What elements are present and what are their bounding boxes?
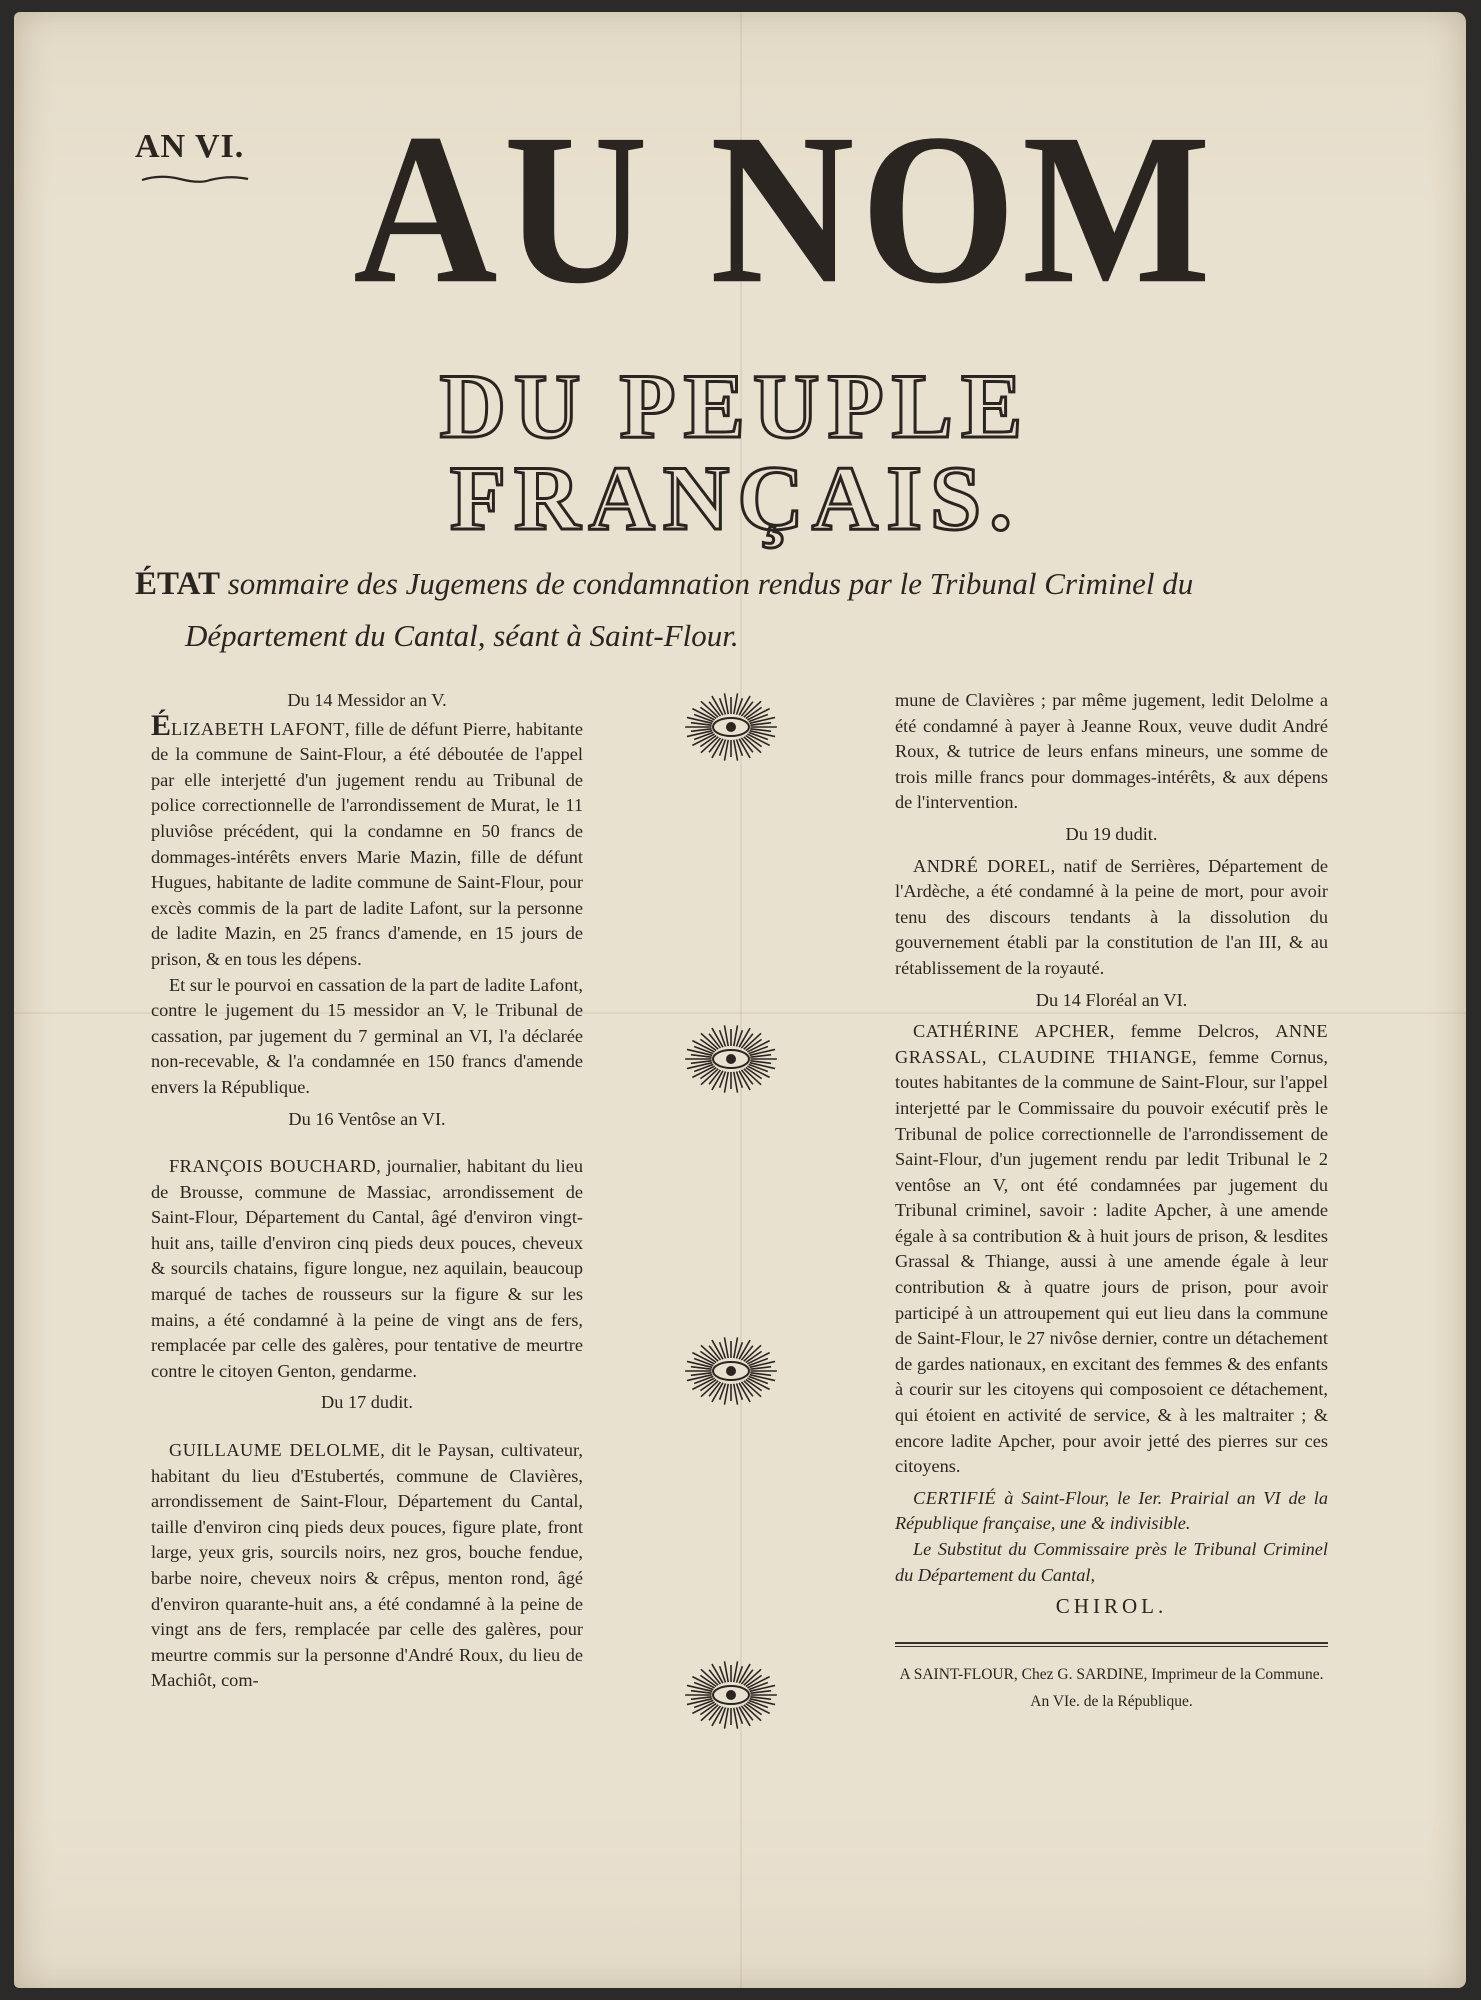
swash-ornament-icon bbox=[140, 172, 250, 186]
divider bbox=[895, 1646, 1328, 1647]
left-column bbox=[151, 688, 583, 1694]
judgment-lafont bbox=[151, 708, 583, 973]
defendant-name: ANNE GRASSAL bbox=[895, 1021, 1328, 1067]
judgment-text: , femme Cornus, toutes habitantes de la commune de Saint-Flour, sur l'appel interjetté par le Commissaire du pouvoir exécutif près le Tribunal de police correctionnelle de l'arrondissement de Saint-Flour, d'un jugement rendu par ledit Tribunal le 2 ventôse an V, ont été condamnées par jugement du Tribunal criminel, savoir : ladite Apcher, à une amende égale à sa contribution & à huit jours de prison, & lesdites Grassal & Thiange, aussi à une amende égale à leur contribution & à quatre jours de prison, pour avoir participé à un attroupement qui eut lieu dans la commune de Saint-Flour, le 27 nivôse dernier, contre un détachement de gardes nationaux, en excitant des femmes & des enfants à courir sur les citoyens qui composoient ce détachement, qui étoient en activité de service, & à les maltraiter ; & encore ladite Apcher, pour avoir jetté des pierres sur ces citoyens. bbox=[895, 1046, 1328, 1477]
judgment-date: Du 19 dudit. bbox=[1065, 823, 1158, 844]
title-au-nom: AU NOM bbox=[353, 90, 1217, 329]
substitut-line: Le Substitut du Commissaire près le Tribunal Criminel du Département du Cantal, bbox=[895, 1539, 1328, 1585]
divider bbox=[895, 1642, 1328, 1644]
judgment-cassation: Et sur le pourvoi en cassation de la part de ladite Lafont, contre le jugement du 15 messidor an V, le Tribunal de cassation, par jugement du 7 germinal an VI, l'a déclarée non-recevable, & l'a condamnée en 150 francs d'amende envers la République. bbox=[151, 974, 583, 1097]
defendant-name: LIZABETH LAFONT bbox=[171, 718, 345, 739]
title-du-peuple-francais: DU PEUPLE FRANÇAIS. bbox=[439, 355, 1031, 549]
defendant-name: CATHÉRINE APCHER bbox=[913, 1021, 1110, 1042]
drop-cap: É bbox=[151, 708, 172, 742]
signature: CHIROL. bbox=[1055, 1594, 1168, 1619]
right-column bbox=[895, 688, 1328, 1715]
radiant-eye-icon bbox=[683, 692, 779, 762]
defendant-name: CLAUDINE THIANGE bbox=[998, 1046, 1192, 1067]
printer-imprint: A SAINT-FLOUR, Chez G. SARDINE, Imprimeur de la Commune. An VIe. de la République. bbox=[899, 1665, 1324, 1710]
judgment-text: , journalier, habitant du lieu de Brousse, commune de Massiac, arrondissement de Saint-Flour, Département du Cantal, âgé d'environ vingt-huit ans, taille d'environ cinq pieds deux pouces, cheveux & sourcils chatains, figure longue, nez aquilain, beaucoup marqué de taches de rousseurs sur la figure & sur les mains, a été condamné à la peine de vingt ans de fers, remplacée par celle des galères, pour tentative de meurtre contre le citoyen Genton, gendarme. bbox=[151, 1156, 583, 1381]
judgment-date: Du 14 Messidor an V. bbox=[287, 690, 447, 710]
document-subheading bbox=[135, 558, 1350, 662]
judgment-delolme bbox=[151, 1438, 583, 1694]
judgment-text: , dit le Paysan, cultivateur, habitant du lieu d'Estubertés, commune de Clavières, arrondissement de Saint-Flour, Département du Cantal, taille d'environ cinq pieds deux pouces, figure plate, front large, yeux gris, sourcils noirs, nez gros, bouche fendue, barbe noire, cheveux noirs & crêpus, menton rond, âgé d'environ quarante-huit ans, a été condamné à la peine de vingt ans de fers, remplacée par celle des galères, pour meurtre commis sur la personne d'André Roux, du lieu de Machiôt, com- bbox=[151, 1440, 583, 1691]
judgment-text: , fille de défunt Pierre, habitante de la commune de Saint-Flour, a été déboutée de l'appel par elle interjetté d'un jugement rendu au Tribunal de police correctionnelle de l'arrondissement de Murat, le 11 pluviôse précédent, qui la condamne en 50 francs de dommages-intérêts envers Marie Mazin, fille de défunt Hugues, habitante de ladite commune de Saint-Flour, pour excès commis de la part de ladite Lafont, sur la personne de ladite Mazin, en 25 francs d'amende, en 15 jours de prison, & en tous les dépens. bbox=[151, 718, 583, 969]
judgment-text: , femme Delcros, bbox=[1109, 1021, 1276, 1042]
subheading-line2: Département du Cantal, séant à Saint-Flour. bbox=[185, 618, 739, 653]
defendant-name: FRANÇOIS BOUCHARD bbox=[169, 1156, 377, 1177]
subheading-line1: sommaire des Jugemens de condamnation rendus par le Tribunal Criminel du bbox=[219, 566, 1194, 601]
radiant-eye-icon bbox=[683, 1336, 779, 1406]
certification-caps: CERTIFIÉ bbox=[913, 1487, 997, 1508]
judgment-text: , bbox=[981, 1046, 999, 1067]
judgment-apcher-grassal-thiange bbox=[895, 1019, 1328, 1480]
judgment-bouchard bbox=[151, 1154, 583, 1384]
radiant-eye-icon bbox=[683, 1660, 779, 1730]
defendant-name: ANDRÉ DOREL bbox=[913, 855, 1051, 876]
certification-text: à Saint-Flour, le Ier. Prairial an VI de la République française, une & indivisible. bbox=[895, 1487, 1328, 1534]
judgment-date: Du 14 Floréal an VI. bbox=[1035, 989, 1188, 1010]
radiant-eye-icon bbox=[683, 1024, 779, 1094]
year-label: AN VI. bbox=[135, 128, 245, 165]
judgment-date: Du 16 Ventôse an VI. bbox=[288, 1108, 446, 1129]
defendant-name: GUILLAUME DELOLME bbox=[169, 1440, 381, 1461]
judgment-delolme-continued: mune de Clavières ; par même jugement, ledit Delolme a été condamné à payer à Jeanne Roux, veuve dudit André Roux, & tutrice de leurs enfans mineurs, une somme de trois mille francs pour dommages-intérêts, & aux dépens de l'intervention. bbox=[895, 690, 1328, 813]
subheading-lead-word: ÉTAT bbox=[135, 566, 220, 602]
certification bbox=[895, 1486, 1328, 1537]
judgment-date: Du 17 dudit. bbox=[321, 1392, 413, 1413]
judgment-text: , natif de Serrières, Département de l'Ardèche, a été condamné à la peine de mort, pour avoir tenu des discours tendants à la dissolution du gouvernement établi par la constitution de l'an III, & au rétablissement de la royauté. bbox=[895, 855, 1328, 978]
judgment-dorel bbox=[895, 854, 1328, 982]
